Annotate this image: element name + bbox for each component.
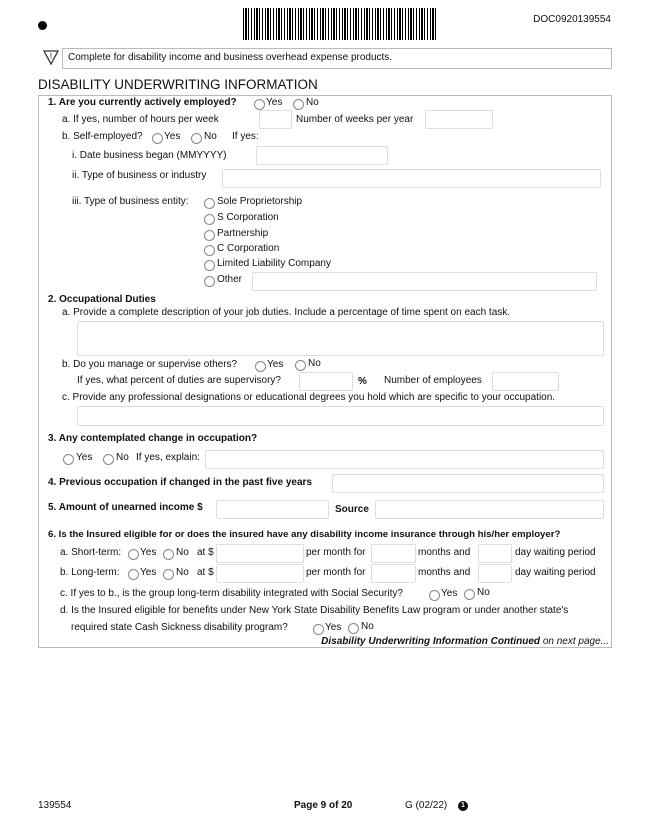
months-and-label: months and bbox=[418, 547, 471, 558]
percent-supervisory-field[interactable] bbox=[299, 372, 353, 391]
per-month-label: per month for bbox=[306, 567, 366, 578]
short-term-yes-radio[interactable] bbox=[128, 549, 139, 560]
long-term-yes-label: Yes bbox=[140, 567, 157, 578]
self-employed-no-label: No bbox=[204, 131, 217, 142]
q1biii-label: iii. Type of business entity: bbox=[72, 196, 189, 207]
designations-field[interactable] bbox=[77, 406, 604, 426]
q2b-label: b. Do you manage or supervise others? bbox=[62, 359, 238, 370]
q2c-label: c. Provide any professional designations or educational degrees you hold which are specific to your occupation. bbox=[62, 392, 556, 403]
short-term-waiting-field[interactable] bbox=[478, 544, 512, 563]
weeks-label: Number of weeks per year bbox=[296, 114, 414, 125]
explain-label: If yes, explain: bbox=[136, 452, 200, 463]
supervise-no-label: No bbox=[308, 358, 321, 369]
q2a-label: a. Provide a complete description of your job duties. Include a percentage of time spent on each task. bbox=[62, 307, 511, 318]
q6b-label: b. Long-term: bbox=[60, 567, 120, 578]
q1-yes-radio[interactable] bbox=[254, 99, 265, 110]
continued-title: Disability Underwriting Information Continued bbox=[321, 636, 541, 647]
supervise-no-radio[interactable] bbox=[295, 360, 306, 371]
svg-text:!: ! bbox=[49, 52, 53, 61]
form-version: G (02/22) bbox=[405, 800, 448, 811]
self-employed-no-radio[interactable] bbox=[191, 133, 202, 144]
social-security-no-radio[interactable] bbox=[464, 589, 475, 600]
percent-sign: % bbox=[358, 376, 367, 387]
explain-field[interactable] bbox=[205, 450, 604, 469]
registration-dot bbox=[38, 21, 47, 30]
q4-label: 4. Previous occupation if changed in the past five years bbox=[48, 477, 312, 488]
q6a-label: a. Short-term: bbox=[60, 547, 122, 558]
change-yes-radio[interactable] bbox=[63, 454, 74, 465]
date-business-began-field[interactable] bbox=[256, 146, 388, 165]
short-term-no-radio[interactable] bbox=[163, 549, 174, 560]
self-employed-yes-label: Yes bbox=[164, 131, 181, 142]
supervise-yes-label: Yes bbox=[267, 359, 284, 370]
short-term-no-label: No bbox=[176, 547, 189, 558]
state-program-no-radio[interactable] bbox=[348, 623, 359, 634]
entity-radio[interactable] bbox=[204, 276, 215, 287]
social-security-yes-label: Yes bbox=[441, 588, 458, 599]
social-security-yes-radio[interactable] bbox=[429, 590, 440, 601]
type-of-business-field[interactable] bbox=[222, 169, 601, 188]
q1-no-label: No bbox=[306, 97, 319, 108]
long-term-no-label: No bbox=[176, 567, 189, 578]
self-employed-yes-radio[interactable] bbox=[152, 133, 163, 144]
supervise-yes-radio[interactable] bbox=[255, 361, 266, 372]
short-term-months-field[interactable] bbox=[371, 544, 416, 563]
version-badge-icon: 1 bbox=[458, 801, 468, 811]
waiting-label: day waiting period bbox=[515, 567, 596, 578]
social-security-no-label: No bbox=[477, 587, 490, 598]
entity-label: S Corporation bbox=[217, 212, 279, 223]
entity-radio[interactable] bbox=[204, 230, 215, 241]
entity-label: Partnership bbox=[217, 228, 269, 239]
q1a-label: a. If yes, number of hours per week bbox=[62, 114, 219, 125]
at-dollar-label: at $ bbox=[197, 567, 214, 578]
entity-radio[interactable] bbox=[204, 214, 215, 225]
document-id: DOC0920139554 bbox=[533, 14, 611, 25]
short-term-yes-label: Yes bbox=[140, 547, 157, 558]
source-field[interactable] bbox=[375, 500, 604, 519]
continued-note bbox=[321, 636, 609, 648]
q2-label: 2. Occupational Duties bbox=[48, 294, 156, 305]
warning-icon bbox=[43, 49, 59, 65]
q1-label: 1. Are you currently actively employed? bbox=[48, 97, 237, 108]
q1-no-radio[interactable] bbox=[293, 99, 304, 110]
q5-label: 5. Amount of unearned income $ bbox=[48, 502, 203, 513]
entity-label: C Corporation bbox=[217, 243, 280, 254]
state-program-no-label: No bbox=[361, 621, 374, 632]
q6d-label-line1: d. Is the Insured eligible for benefits under New York State Disability Benefits Law program or under another state's bbox=[60, 605, 569, 616]
job-duties-field[interactable] bbox=[77, 321, 604, 356]
previous-occupation-field[interactable] bbox=[332, 474, 604, 493]
barcode bbox=[243, 8, 436, 40]
q6d-label-line2: required state Cash Sickness disability program? bbox=[71, 622, 288, 633]
state-program-yes-radio[interactable] bbox=[313, 624, 324, 635]
if-yes-label: If yes: bbox=[232, 131, 259, 142]
entity-label: Sole Proprietorship bbox=[217, 196, 303, 207]
long-term-waiting-field[interactable] bbox=[478, 564, 512, 583]
hours-per-week-field[interactable] bbox=[259, 110, 292, 129]
weeks-per-year-field[interactable] bbox=[425, 110, 493, 129]
months-and-label: months and bbox=[418, 567, 471, 578]
percent-supervisory-label: If yes, what percent of duties are supervisory? bbox=[77, 375, 281, 386]
q6-label: 6. Is the Insured eligible for or does the insured have any disability income insurance through his/her employer? bbox=[48, 529, 561, 540]
long-term-amount-field[interactable] bbox=[216, 564, 304, 583]
unearned-income-field[interactable] bbox=[216, 500, 329, 519]
form-number: 139554 bbox=[38, 800, 72, 811]
q3-label: 3. Any contemplated change in occupation? bbox=[48, 433, 258, 444]
source-label: Source bbox=[335, 504, 369, 515]
entity-label: Limited Liability Company bbox=[217, 258, 331, 269]
notice-text: Complete for disability income and business overhead expense products. bbox=[68, 52, 393, 63]
page-number: Page 9 of 20 bbox=[294, 800, 353, 811]
continued-suffix: on next page... bbox=[540, 636, 609, 647]
at-dollar-label: at $ bbox=[197, 547, 214, 558]
employees-label: Number of employees bbox=[384, 375, 482, 386]
long-term-yes-radio[interactable] bbox=[128, 569, 139, 580]
waiting-label: day waiting period bbox=[515, 547, 596, 558]
entity-radio[interactable] bbox=[204, 198, 215, 209]
per-month-label: per month for bbox=[306, 547, 366, 558]
q1b-label: b. Self-employed? bbox=[62, 131, 143, 142]
long-term-months-field[interactable] bbox=[371, 564, 416, 583]
change-no-radio[interactable] bbox=[103, 454, 114, 465]
entity-radio[interactable] bbox=[204, 245, 215, 256]
entity-radio[interactable] bbox=[204, 260, 215, 271]
q1bii-label: ii. Type of business or industry bbox=[72, 170, 207, 181]
q1-yes-label: Yes bbox=[266, 97, 283, 108]
entity-label: Other bbox=[217, 274, 243, 285]
q1bi-label: i. Date business began (MMYYYY) bbox=[72, 150, 227, 161]
short-term-amount-field[interactable] bbox=[216, 544, 304, 563]
long-term-no-radio[interactable] bbox=[163, 569, 174, 580]
change-no-label: No bbox=[116, 452, 129, 463]
state-program-yes-label: Yes bbox=[325, 622, 342, 633]
change-yes-label: Yes bbox=[76, 452, 93, 463]
section-title: DISABILITY UNDERWRITING INFORMATION bbox=[38, 77, 318, 92]
other-entity-field[interactable] bbox=[252, 272, 597, 291]
q6c-label: c. If yes to b., is the group long-term disability integrated with Social Security? bbox=[60, 588, 403, 599]
number-of-employees-field[interactable] bbox=[492, 372, 559, 391]
